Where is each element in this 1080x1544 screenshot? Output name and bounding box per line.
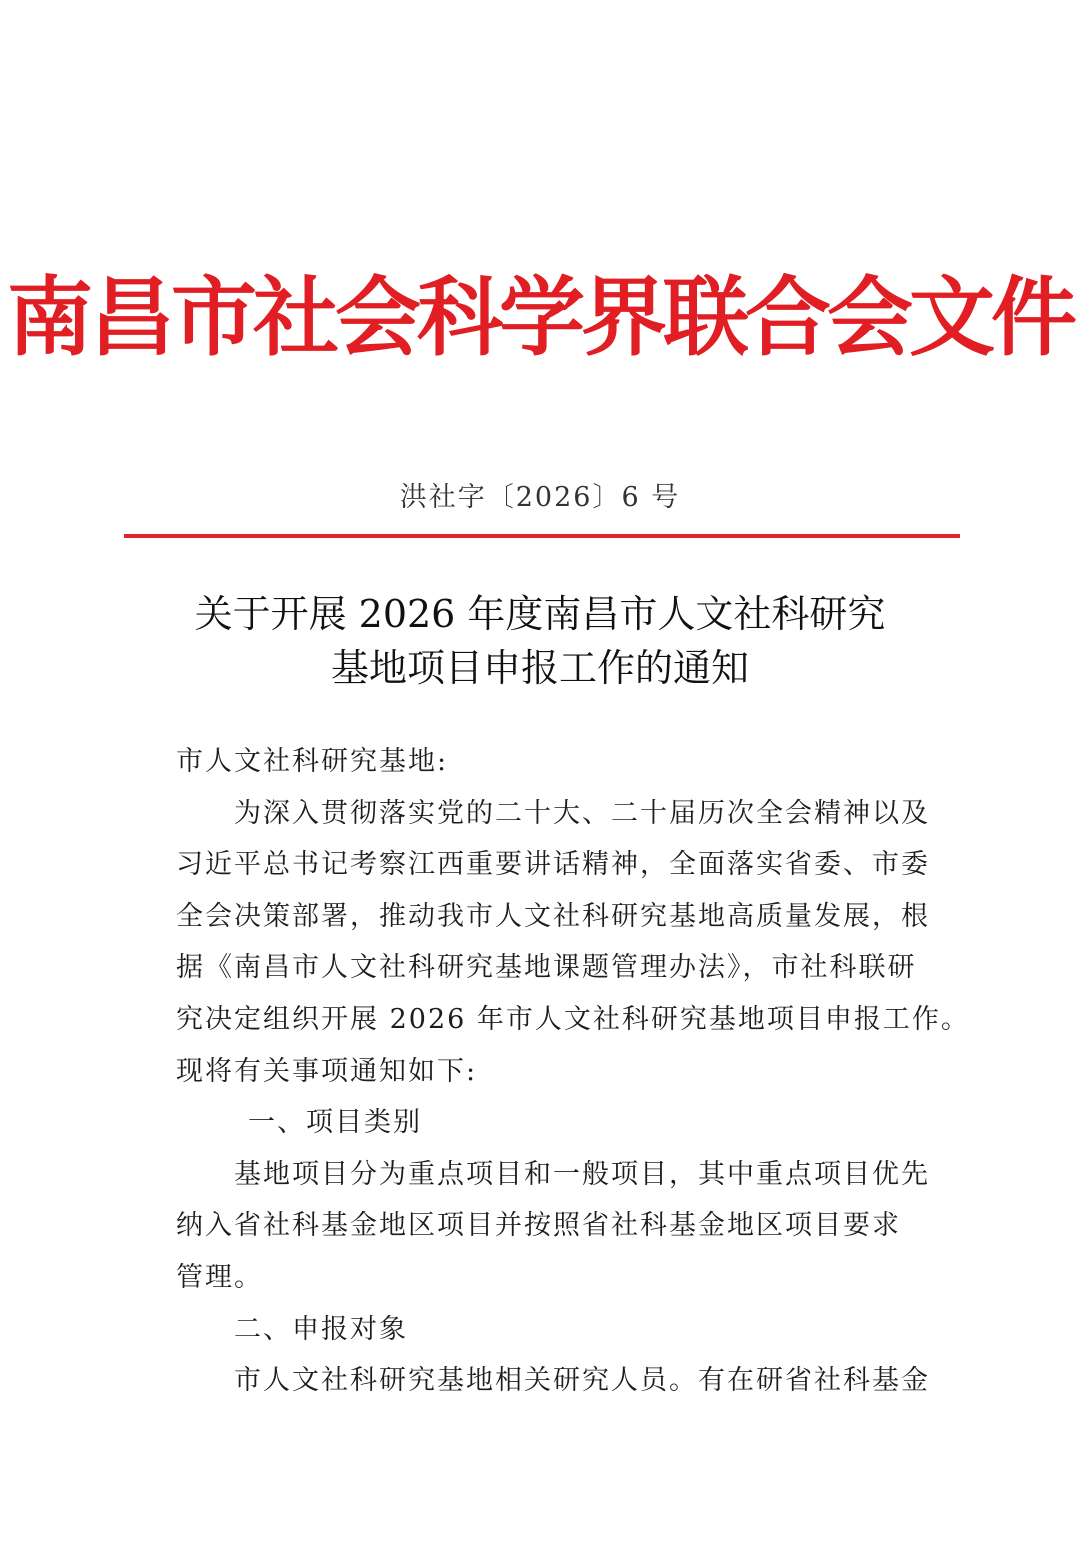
red-divider-line: [124, 534, 960, 538]
paragraph-1-line: 据《南昌市人文社科研究基地课题管理办法》，市社科联研: [176, 952, 917, 984]
document-number: 洪社字〔2026〕6 号: [399, 482, 681, 513]
paragraph-1-line: 究决定组织开展 2026 年市人文社科研究基地项目申报工作。: [176, 1003, 970, 1035]
section-heading-project-category: 一、项目类别: [248, 1107, 422, 1139]
notice-body: [176, 736, 970, 1407]
paragraph-2-line: 管理。: [176, 1261, 263, 1293]
salutation: 市人文社科研究基地:: [176, 746, 449, 777]
notice-title-line-1: 关于开展 2026 年度南昌市人文社科研究: [194, 592, 886, 636]
paragraph-2-line: 纳入省社科基金地区项目并按照省社科基金地区项目要求: [176, 1210, 901, 1242]
issuer-title: 南昌市社会科学界联合会文件: [7, 267, 1073, 368]
section-heading-applicants: 二、申报对象: [234, 1313, 408, 1345]
notice-title-line-2: 基地项目申报工作的通知: [330, 646, 749, 690]
paragraph-3-line: 市人文社科研究基地相关研究人员。有在研省社科基金: [234, 1365, 930, 1397]
paragraph-1-line: 为深入贯彻落实党的二十大、二十届历次全会精神以及: [234, 797, 930, 829]
paragraph-1-line: 现将有关事项通知如下:: [176, 1055, 478, 1087]
paragraph-1-line: 全会决策部署，推动我市人文社科研究基地高质量发展，根: [176, 900, 930, 932]
paragraph-1-line: 习近平总书记考察江西重要讲话精神，全面落实省委、市委: [176, 849, 930, 881]
paragraph-2-line: 基地项目分为重点项目和一般项目，其中重点项目优先: [234, 1158, 930, 1190]
